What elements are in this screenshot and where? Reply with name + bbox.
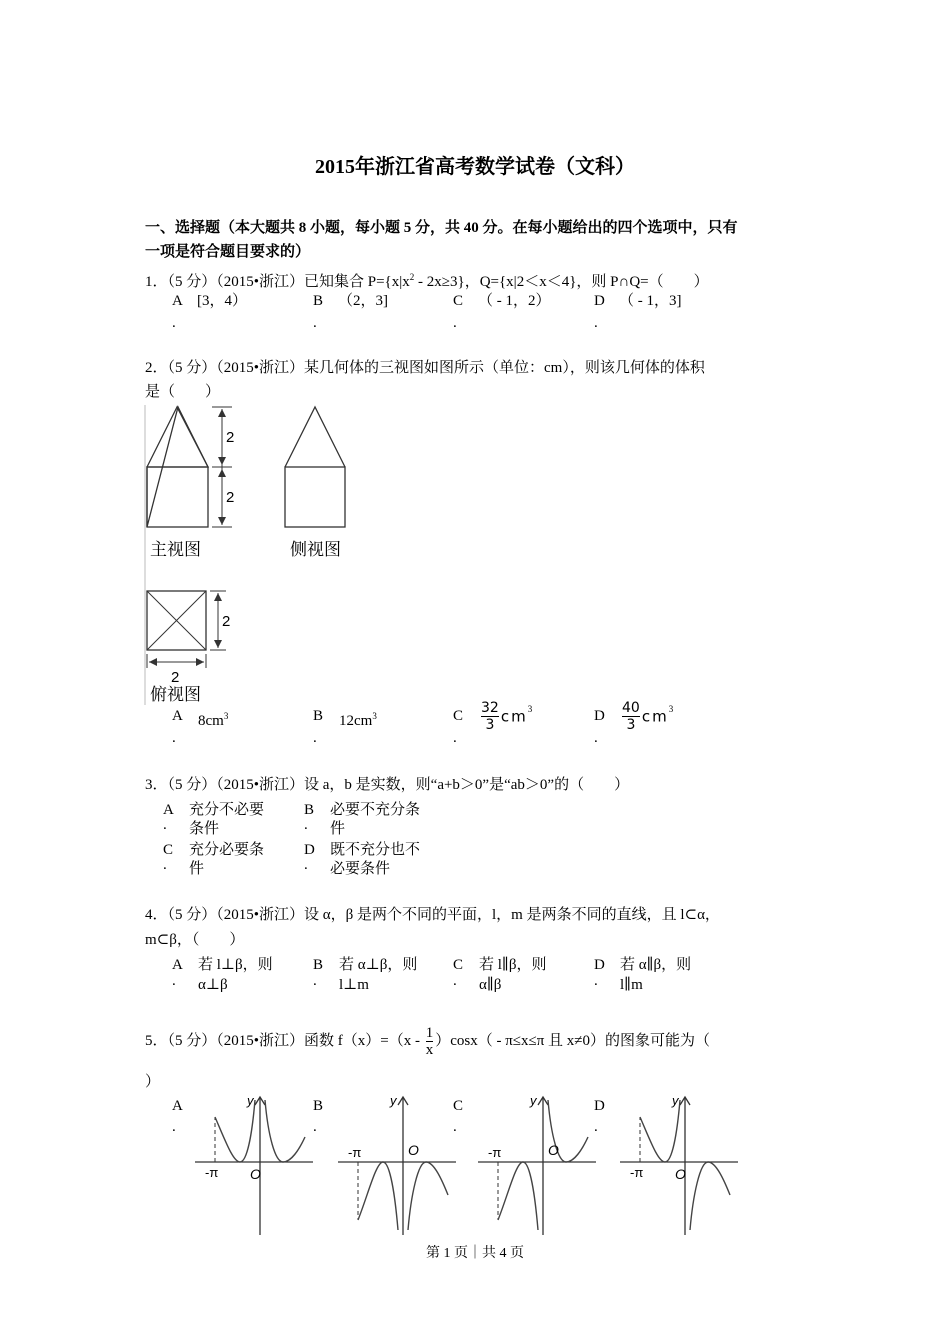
option-text-line1: 充分不必要 [189, 802, 265, 818]
option-letter: B [313, 1098, 324, 1114]
option-text: （2，3] [338, 293, 388, 309]
question-1 [145, 268, 709, 291]
question-4: 4．（5 分）（2015•浙江）设 α，β 是两个不同的平面，l，m 是两条不同的直线，且 l⊂α， [145, 907, 720, 923]
question-3: 3．（5 分）（2015•浙江）设 a，b 是实数，则“a+b＞0”是“ab＞0”的（ ） [145, 777, 630, 793]
option-value [620, 700, 673, 733]
neg-pi-label: -π [630, 1165, 644, 1180]
option-text-line2: 件 [189, 861, 205, 877]
option-letter: B [313, 957, 324, 973]
neg-pi-label: -π [348, 1145, 362, 1160]
option-letter: A [172, 293, 183, 309]
option-fraction [481, 700, 499, 733]
frac-num: 32 [481, 700, 499, 717]
option-letter: B [304, 802, 315, 818]
option-dot: . [304, 817, 308, 833]
option-text-line1: 若 α⊥β，则 [339, 957, 418, 973]
unit: cm [500, 707, 528, 726]
option-text-line2: 件 [330, 821, 346, 837]
option-value [479, 700, 532, 733]
option-dot: . [594, 1119, 598, 1135]
option-letter: C [453, 293, 464, 309]
q1-text: 1．（5 分）（2015•浙江）已知集合 P={x|x [145, 274, 410, 290]
q1-sup: 2 [409, 272, 415, 282]
option-letter: A [172, 708, 183, 724]
option-dot: . [313, 730, 317, 746]
y-label: y [530, 1093, 537, 1108]
option-letter: B [313, 708, 324, 724]
option-text-line1: 既不充分也不 [330, 842, 421, 858]
curve-left [498, 1162, 538, 1230]
superscript: 3 [372, 711, 377, 721]
option-letter: A [172, 1098, 183, 1114]
option-dot: . [172, 973, 176, 989]
dim-2a: 2 [226, 429, 235, 446]
option-letter: C [453, 708, 464, 724]
option-text-line1: 充分必要条 [189, 842, 265, 858]
option-text-line1: 若 l⊥β，则 [198, 957, 273, 973]
neg-pi-label: -π [205, 1165, 219, 1180]
top-view-label: 俯视图 [150, 685, 201, 704]
frac-den: x [425, 1042, 434, 1059]
option-dot: . [313, 315, 317, 331]
option-letter: A [172, 957, 183, 973]
page-footer: 第 1 页｜共 4 页 [426, 1246, 524, 1261]
dim-2c: 2 [222, 613, 231, 630]
side-view-label: 侧视图 [290, 540, 341, 559]
question-5 [145, 1024, 710, 1058]
curve-right [265, 1100, 305, 1162]
option-text-line2: α∥β [479, 977, 502, 993]
origin-label: O [408, 1142, 419, 1158]
option-dot: . [594, 973, 598, 989]
option-dot: . [453, 315, 457, 331]
option-dot: . [172, 730, 176, 746]
q5-pre: 5．（5 分）（2015•浙江）函数 f（x）=（x - [145, 1033, 424, 1049]
q1-text2: - 2x≥3}，Q={x|2＜x＜4}，则 P∩Q=（ ） [414, 274, 709, 290]
y-label: y [672, 1093, 679, 1108]
frac-den: 3 [485, 717, 495, 734]
option-dot: . [453, 1119, 457, 1135]
option-letter: D [594, 708, 605, 724]
curve-left [215, 1100, 255, 1162]
q5-post: ）cosx（ - π≤x≤π 且 x≠0）的图象可能为（ [435, 1033, 711, 1049]
option-text-line1: 若 α∥β，则 [620, 957, 692, 973]
three-view-figure [140, 400, 360, 710]
option-dot: . [453, 973, 457, 989]
option-letter: C [453, 957, 464, 973]
question-5-line2: ） [145, 1074, 161, 1090]
curve-left [358, 1162, 398, 1230]
question-4-line2: m⊂β，（ ） [145, 932, 245, 948]
section-header-2: 一项是符合题目要求的） [145, 244, 311, 260]
origin-label: O [250, 1166, 261, 1182]
curve-right [408, 1162, 448, 1230]
dim-2d: 2 [171, 669, 180, 686]
unit: 12cm [339, 713, 373, 729]
question-2-line2: 是（ ） [145, 384, 221, 400]
unit: 8cm [198, 713, 224, 729]
option-text-line2: l∥m [620, 977, 643, 993]
option-text-line1: 必要不充分条 [330, 802, 421, 818]
option-dot: . [172, 1119, 176, 1135]
page-title: 2015年浙江省高考数学试卷（文科） [315, 156, 635, 178]
origin-label: O [548, 1142, 559, 1158]
superscript: 3 [527, 704, 533, 714]
option-text: （ - 1，3] [619, 293, 682, 309]
y-label: y [247, 1093, 254, 1108]
fraction-1-over-x [426, 1025, 434, 1058]
option-text-line2: 必要条件 [330, 861, 391, 877]
superscript: 3 [668, 704, 674, 714]
option-dot: . [163, 857, 167, 873]
option-letter: D [594, 1098, 605, 1114]
option-letter: C [163, 842, 174, 858]
neg-pi-label: -π [488, 1145, 502, 1160]
option-letter: B [313, 293, 324, 309]
front-view-label: 主视图 [150, 540, 201, 559]
origin-label: O [675, 1166, 686, 1182]
frac-den: 3 [626, 717, 636, 734]
option-value [339, 707, 377, 730]
option-text: [3，4） [197, 293, 247, 309]
superscript: 3 [223, 711, 229, 721]
option-text-line2: 条件 [189, 821, 220, 837]
option-text-line1: 若 l∥β，则 [479, 957, 547, 973]
frac-num: 1 [425, 1025, 434, 1042]
graph-option-d [620, 1095, 750, 1225]
option-letter: A [163, 802, 174, 818]
option-letter: D [594, 293, 605, 309]
option-dot: . [313, 1119, 317, 1135]
option-letter: D [594, 957, 605, 973]
option-dot: . [163, 817, 167, 833]
option-dot: . [172, 315, 176, 331]
frac-num: 40 [622, 700, 640, 717]
curve-left [640, 1100, 680, 1162]
unit: cm [641, 707, 669, 726]
option-dot: . [313, 973, 317, 989]
curve-right [690, 1162, 730, 1230]
option-dot: . [304, 857, 308, 873]
graph-option-c [478, 1095, 608, 1225]
option-dot: . [594, 730, 598, 746]
option-value [198, 707, 228, 730]
option-letter: D [304, 842, 315, 858]
graph-option-b [338, 1095, 468, 1225]
dim-2b: 2 [226, 489, 235, 506]
option-dot: . [453, 730, 457, 746]
option-text-line2: l⊥m [339, 977, 369, 993]
option-letter: C [453, 1098, 464, 1114]
option-text: （ - 1，2） [478, 293, 551, 309]
section-header: 一、选择题（本大题共 8 小题，每小题 5 分，共 40 分。在每小题给出的四个选项中，只有 [145, 220, 738, 236]
graph-option-a [195, 1095, 325, 1225]
y-label: y [390, 1093, 397, 1108]
option-text-line2: α⊥β [198, 977, 228, 993]
question-2: 2．（5 分）（2015•浙江）某几何体的三视图如图所示（单位：cm），则该几何体的体积 [145, 360, 705, 376]
option-dot: . [594, 315, 598, 331]
option-fraction [622, 700, 640, 733]
